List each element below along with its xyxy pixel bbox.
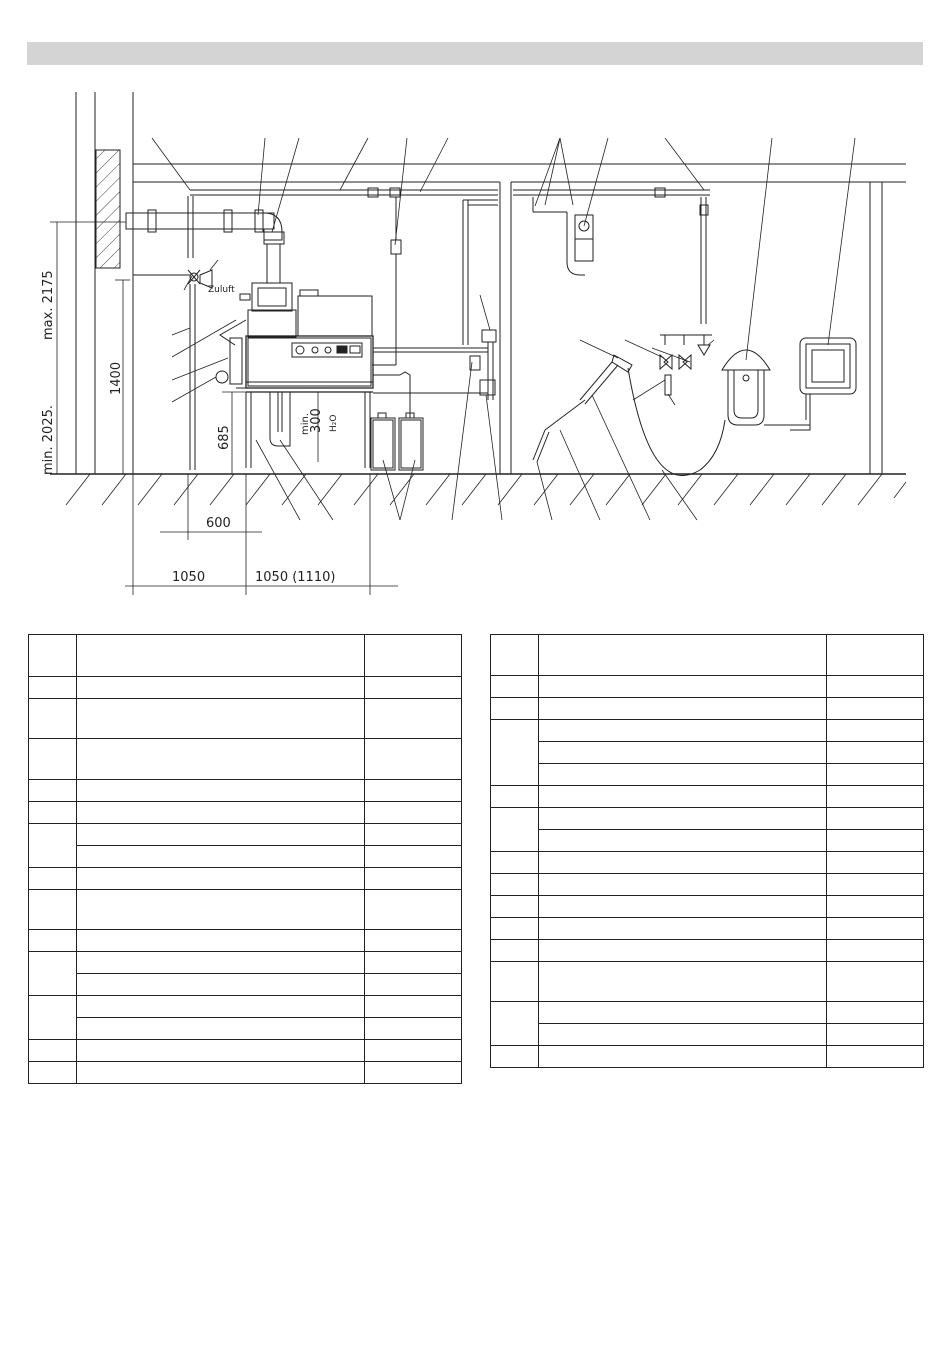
part-number-cell [365, 974, 462, 996]
table-row [491, 808, 924, 830]
position-cell [491, 896, 539, 918]
spray-gun [533, 355, 725, 476]
table-row [29, 846, 462, 868]
description-cell [77, 890, 365, 930]
description-cell [539, 918, 827, 940]
description-cell [539, 720, 827, 742]
position-cell [29, 824, 77, 868]
part-number-cell [827, 676, 924, 698]
position-cell [491, 676, 539, 698]
description-cell [539, 962, 827, 1002]
description-cell [539, 698, 827, 720]
table-row [491, 1024, 924, 1046]
table-row [491, 720, 924, 742]
position-cell [29, 1062, 77, 1084]
part-number-cell [365, 930, 462, 952]
part-number-cell [827, 962, 924, 1002]
installation-diagram [0, 0, 950, 620]
part-number-cell [365, 952, 462, 974]
description-cell [539, 830, 827, 852]
parts-table-left [28, 634, 462, 1084]
description-cell [539, 940, 827, 962]
part-number-cell [827, 918, 924, 940]
part-number-cell [827, 874, 924, 896]
description-cell [77, 739, 365, 780]
description-cell [77, 802, 365, 824]
air-intake-label: Zuluft [208, 285, 235, 295]
fuel-valve [133, 270, 212, 470]
part-number-cell [827, 808, 924, 830]
part-number-cell [827, 742, 924, 764]
description-cell [539, 874, 827, 896]
table-row [491, 764, 924, 786]
table-row [29, 996, 462, 1018]
parts-table-right [490, 634, 924, 1068]
dimension-1400: 1400 [109, 361, 124, 395]
part-number-cell [365, 824, 462, 846]
description-cell [77, 635, 365, 677]
description-cell [77, 868, 365, 890]
floor-hatching [66, 474, 906, 505]
part-number-cell [827, 830, 924, 852]
dimension-1050-left: 1050 [172, 570, 206, 585]
part-number-cell [827, 698, 924, 720]
exhaust-pipe [126, 196, 284, 283]
table-row [29, 952, 462, 974]
description-cell [77, 974, 365, 996]
table-row [491, 852, 924, 874]
dimension-685: 685 [217, 425, 232, 450]
pipe-drop [700, 197, 708, 324]
dimension-1050-right: 1050 (1110) [255, 570, 336, 585]
table-row [491, 918, 924, 940]
table-row [29, 635, 462, 677]
description-cell [539, 896, 827, 918]
part-number-cell [365, 780, 462, 802]
part-number-cell [827, 1046, 924, 1068]
position-cell [491, 962, 539, 1002]
position-cell [491, 635, 539, 676]
table-row [491, 940, 924, 962]
description-cell [77, 952, 365, 974]
description-cell [77, 1062, 365, 1084]
part-number-cell [827, 1002, 924, 1024]
part-number-cell [365, 1062, 462, 1084]
position-cell [491, 1002, 539, 1046]
description-cell [77, 930, 365, 952]
position-cell [29, 930, 77, 952]
table-row [29, 868, 462, 890]
description-cell [539, 1002, 827, 1024]
description-cell [539, 742, 827, 764]
table-row [491, 1046, 924, 1068]
part-number-cell [827, 786, 924, 808]
position-cell [29, 868, 77, 890]
description-cell [539, 786, 827, 808]
table-row [491, 676, 924, 698]
water-label: H₂O [329, 414, 339, 432]
position-cell [491, 808, 539, 852]
description-cell [539, 676, 827, 698]
wall-controller [533, 197, 593, 275]
part-number-cell [365, 635, 462, 677]
description-cell [77, 1018, 365, 1040]
part-number-cell [827, 635, 924, 676]
table-row [491, 698, 924, 720]
part-number-cell [827, 852, 924, 874]
part-number-cell [827, 896, 924, 918]
description-cell [539, 764, 827, 786]
description-cell [539, 635, 827, 676]
description-cell [77, 846, 365, 868]
table-row [29, 699, 462, 739]
table-row [29, 1018, 462, 1040]
dimension-min-height: min. 2025. [41, 405, 56, 475]
table-row [29, 677, 462, 699]
position-cell [29, 699, 77, 739]
part-number-cell [827, 764, 924, 786]
burner-housing [240, 283, 372, 337]
table-row [29, 1062, 462, 1084]
table-row [29, 974, 462, 996]
dimension-min-label: min. [300, 412, 311, 435]
hose-reel-right [790, 338, 856, 430]
dimension-lines [50, 222, 398, 595]
position-cell [29, 635, 77, 677]
position-cell [491, 698, 539, 720]
table-row [29, 739, 462, 780]
part-number-cell [365, 868, 462, 890]
table-row [29, 780, 462, 802]
dimension-300: 300 [309, 408, 324, 433]
part-number-cell [365, 1040, 462, 1062]
position-cell [29, 677, 77, 699]
part-number-cell [365, 699, 462, 739]
table-row [29, 824, 462, 846]
position-cell [29, 780, 77, 802]
hose-reel-left [722, 350, 810, 425]
description-cell [539, 808, 827, 830]
position-cell [29, 1040, 77, 1062]
position-cell [29, 802, 77, 824]
description-cell [539, 1024, 827, 1046]
position-cell [29, 890, 77, 930]
table-row [29, 1040, 462, 1062]
position-cell [491, 940, 539, 962]
table-row [491, 830, 924, 852]
building-structure [50, 92, 906, 474]
description-cell [77, 996, 365, 1018]
table-row [491, 962, 924, 1002]
position-cell [491, 786, 539, 808]
position-cell [491, 874, 539, 896]
table-row [29, 802, 462, 824]
description-cell [77, 780, 365, 802]
description-cell [77, 677, 365, 699]
nozzle-holder [660, 335, 712, 395]
position-cell [491, 720, 539, 786]
part-number-cell [365, 739, 462, 780]
position-cell [29, 739, 77, 780]
position-cell [491, 1046, 539, 1068]
dimension-max-height: max. 2175 [41, 270, 56, 340]
dimension-600: 600 [206, 516, 231, 531]
table-row [491, 1002, 924, 1024]
water-pipes [373, 330, 496, 418]
part-number-cell [365, 677, 462, 699]
part-number-cell [365, 1018, 462, 1040]
table-row [491, 896, 924, 918]
part-number-cell [365, 890, 462, 930]
main-unit [216, 320, 373, 468]
position-cell [29, 952, 77, 996]
table-row [29, 930, 462, 952]
table-row [491, 786, 924, 808]
position-cell [29, 996, 77, 1040]
description-cell [77, 824, 365, 846]
part-number-cell [827, 1024, 924, 1046]
position-cell [491, 852, 539, 874]
table-row [491, 874, 924, 896]
description-cell [77, 699, 365, 739]
part-number-cell [365, 846, 462, 868]
description-cell [539, 1046, 827, 1068]
part-number-cell [827, 720, 924, 742]
table-row [491, 635, 924, 676]
description-cell [539, 852, 827, 874]
table-row [29, 890, 462, 930]
description-cell [77, 1040, 365, 1062]
part-number-cell [365, 996, 462, 1018]
part-number-cell [827, 940, 924, 962]
position-cell [491, 918, 539, 940]
detergent-canisters [371, 413, 423, 470]
table-row [491, 742, 924, 764]
part-number-cell [365, 802, 462, 824]
